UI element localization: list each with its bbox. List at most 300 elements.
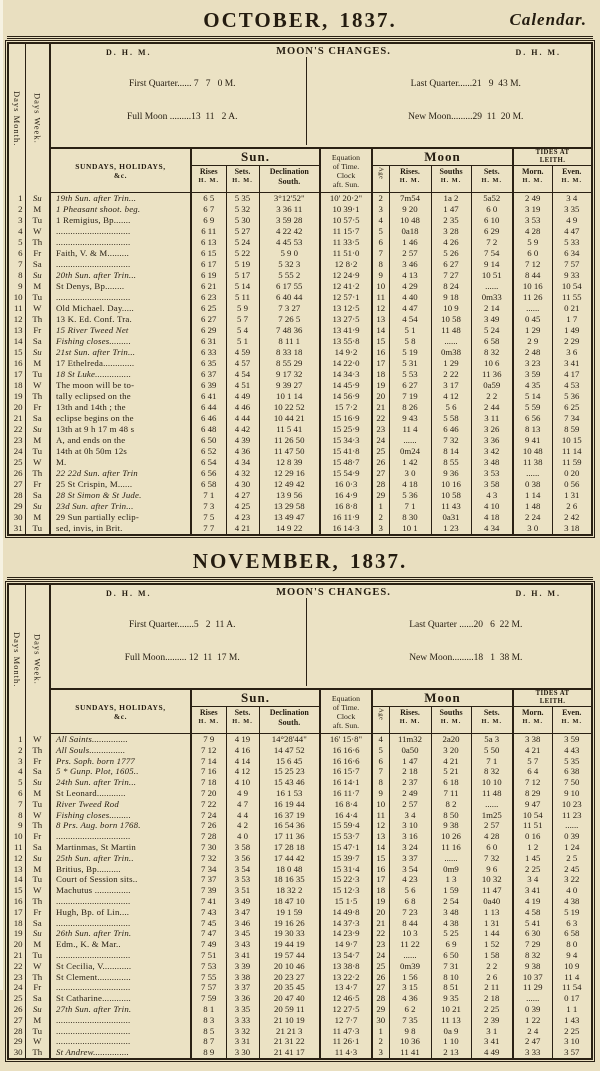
last-quarter-line: Last Quarter ......20 6 22 M. xyxy=(409,620,523,630)
moon-age-cell: 11 xyxy=(372,292,389,303)
tide-even-cell: 0 56 xyxy=(552,479,591,490)
declination-cell: 16 1 53 xyxy=(259,788,320,799)
moon-age-cell: 6 xyxy=(372,756,389,767)
moon-age-cell: 28 xyxy=(372,993,389,1004)
weekday-cell: W xyxy=(25,885,50,896)
declination-cell: 12 8 39 xyxy=(259,457,320,468)
holiday-cell: All Saints............... xyxy=(50,734,191,745)
sun-sets-cell: 4 2 xyxy=(226,820,259,831)
weekday-cell: Su xyxy=(25,853,50,864)
almanac-table-november xyxy=(9,585,591,1058)
tide-even-cell: 2 5 xyxy=(552,853,591,864)
sun-rises-cell: 6 11 xyxy=(191,226,226,237)
sun-sets-cell: 3 53 xyxy=(226,874,259,885)
tide-morn-cell: 3 23 xyxy=(513,358,552,369)
sun-sets-subheader: Sets. H. M. xyxy=(226,166,259,193)
equation-cell: 14 23·9 xyxy=(320,928,372,939)
declination-cell: 10 44 21 xyxy=(259,413,320,424)
tide-morn-cell: 6 56 xyxy=(513,413,552,424)
day-cell: 14 xyxy=(13,874,23,885)
tide-even-cell: 3 59 xyxy=(552,734,591,745)
moon-age-cell: 9 xyxy=(372,788,389,799)
holiday-cell: 23d Sun. after Trin... xyxy=(50,501,191,512)
tide-even-cell: 1 24 xyxy=(552,842,591,853)
moon-rises-cell: 3 4 xyxy=(389,810,431,821)
table-row xyxy=(9,734,591,745)
moon-changes-title: MOON'S CHANGES. xyxy=(276,46,391,57)
moon-souths-cell: 4 26 xyxy=(431,237,471,248)
moon-rises-cell: 9 43 xyxy=(389,413,431,424)
table-row xyxy=(9,864,591,875)
table-row xyxy=(9,512,591,523)
weekday-cell: Th xyxy=(25,896,50,907)
moon-rises-cell: 2 49 xyxy=(389,788,431,799)
moon-age-cell: 21 xyxy=(372,402,389,413)
tide-morn-cell: 1 48 xyxy=(513,501,552,512)
sun-rises-cell: 6 35 xyxy=(191,358,226,369)
sun-rises-cell: 7 57 xyxy=(191,982,226,993)
equation-cell: 15 22·3 xyxy=(320,874,372,885)
day-cell: 29 xyxy=(13,1036,23,1047)
moon-rises-cell: 2 18 xyxy=(389,766,431,777)
moon-sets-cell: 1 31 xyxy=(471,918,513,929)
moon-age-cell: 17 xyxy=(372,874,389,885)
tide-morn-cell: 10 54 xyxy=(513,810,552,821)
moon-souths-cell: 3 20 xyxy=(431,745,471,756)
day-cell: 29 xyxy=(13,501,23,511)
day-cell: 11 xyxy=(14,841,23,852)
tide-morn-subheader: Morn. H. M. xyxy=(513,707,552,734)
sun-rises-cell: 7 24 xyxy=(191,810,226,821)
declination-cell: 3°12'52" xyxy=(259,193,320,205)
holiday-cell: 17 Ethelreda............. xyxy=(50,358,191,369)
equation-cell: 12 46·5 xyxy=(320,993,372,1004)
equation-cell: 14 34·3 xyxy=(320,369,372,380)
moon-sets-cell: 3 11 xyxy=(471,413,513,424)
moon-sets-cell: 3 42 xyxy=(471,446,513,457)
holiday-cell: ............................... xyxy=(50,1015,191,1026)
moon-changes-right xyxy=(309,598,588,686)
sun-rises-cell: 8 1 xyxy=(191,1004,226,1015)
moon-age-cell: 2 xyxy=(372,512,389,523)
moon-rises-cell: 3 0 xyxy=(389,468,431,479)
sun-rises-cell: 7 39 xyxy=(191,885,226,896)
moon-age-cell: 3 xyxy=(372,1047,389,1058)
moon-age-cell: 3 xyxy=(372,523,389,534)
table-row xyxy=(9,380,591,391)
equation-cell: 12 8·2 xyxy=(320,259,372,270)
moon-souths-cell: 10 16 xyxy=(431,479,471,490)
tide-even-cell: 4 43 xyxy=(552,745,591,756)
moon-sets-cell: 0a40 xyxy=(471,896,513,907)
declination-cell: 16 19 44 xyxy=(259,799,320,810)
moon-age-cell: 3 xyxy=(372,204,389,215)
weekday-cell: Fr xyxy=(25,248,50,259)
moon-souths-cell: 7 11 xyxy=(431,788,471,799)
declination-cell: 19 16 26 xyxy=(259,918,320,929)
moon-souths-cell: 8 14 xyxy=(431,446,471,457)
holiday-cell: 5 * Gunp. Plot, 1605.. xyxy=(50,766,191,777)
tide-even-cell: 5 36 xyxy=(552,391,591,402)
day-cell: 20 xyxy=(13,939,23,950)
moon-rises-cell: 3 15 xyxy=(389,982,431,993)
holiday-cell: Fishing closes......... xyxy=(50,336,191,347)
table-row xyxy=(9,446,591,457)
moon-sets-cell: 3 1 xyxy=(471,1026,513,1037)
moon-sets-cell: 4 3 xyxy=(471,490,513,501)
tide-even-cell: 0 17 xyxy=(552,993,591,1004)
moon-age-cell: 14 xyxy=(372,325,389,336)
moon-age-cell: 12 xyxy=(372,303,389,314)
sun-rises-cell: 7 45 xyxy=(191,918,226,929)
holiday-cell: ............................... xyxy=(50,918,191,929)
equation-cell: 13 12·5 xyxy=(320,303,372,314)
moon-age-cell: 19 xyxy=(372,380,389,391)
sun-rises-cell: 7 49 xyxy=(191,939,226,950)
sun-sets-cell: 4 0 xyxy=(226,831,259,842)
weekday-cell: Sa xyxy=(25,336,50,347)
tide-morn-cell: 10 48 xyxy=(513,446,552,457)
sun-sets-cell: 5 24 xyxy=(226,237,259,248)
moon-age-cell: 22 xyxy=(372,413,389,424)
tide-morn-cell: 11 26 xyxy=(513,292,552,303)
declination-cell: 17 28 18 xyxy=(259,842,320,853)
tide-morn-cell: 2 25 xyxy=(513,864,552,875)
tide-morn-cell: 1 14 xyxy=(513,490,552,501)
moon-age-cell: 20 xyxy=(372,907,389,918)
moon-souths-cell: 0a 9 xyxy=(431,1026,471,1037)
holiday-cell: Fishing closes......... xyxy=(50,810,191,821)
moon-souths-cell: 5 26 xyxy=(431,248,471,259)
moon-rises-cell: 4 40 xyxy=(389,292,431,303)
tide-even-cell: 0 21 xyxy=(552,303,591,314)
moon-rises-cell: 5 6 xyxy=(389,885,431,896)
table-row xyxy=(9,756,591,767)
holiday-cell: St Cecilia, V............ xyxy=(50,961,191,972)
moon-age-cell: 7 xyxy=(372,766,389,777)
tide-even-cell: ...... xyxy=(552,820,591,831)
tide-even-cell: 0 20 xyxy=(552,468,591,479)
tide-morn-cell: 4 35 xyxy=(513,380,552,391)
tide-morn-cell: 11 29 xyxy=(513,982,552,993)
sun-sets-cell: 5 9 xyxy=(226,303,259,314)
table-row xyxy=(9,820,591,831)
moon-age-cell: 15 xyxy=(372,336,389,347)
moon-sets-cell: 8 32 xyxy=(471,766,513,777)
moon-rises-cell: 5 31 xyxy=(389,358,431,369)
tide-even-cell: 11 55 xyxy=(552,292,591,303)
moon-age-cell: 13 xyxy=(372,314,389,325)
moon-souths-subheader: Souths H. M. xyxy=(431,166,471,193)
declination-cell: 5 55 2 xyxy=(259,270,320,281)
moon-rises-cell: 5 36 xyxy=(389,490,431,501)
sun-rises-cell: 6 13 xyxy=(191,237,226,248)
equation-cell: 10 39·1 xyxy=(320,204,372,215)
days-week-header: Days Week. xyxy=(25,585,50,734)
sun-sets-cell: 4 39 xyxy=(226,435,259,446)
tide-morn-cell: 3 19 xyxy=(513,204,552,215)
declination-cell: 8 11 1 xyxy=(259,336,320,347)
sun-rises-cell: 8 5 xyxy=(191,1026,226,1037)
tide-morn-cell: 1 29 xyxy=(513,325,552,336)
equation-cell: 11 26·1 xyxy=(320,1036,372,1047)
days-month-header: Days Month. xyxy=(9,44,25,193)
sun-rises-cell: 7 26 xyxy=(191,820,226,831)
moon-age-cell: 8 xyxy=(372,259,389,270)
tide-even-cell: 6 25 xyxy=(552,402,591,413)
holiday-cell: 24th Sun. after Trin... xyxy=(50,777,191,788)
declination-cell: 20 35 45 xyxy=(259,982,320,993)
day-cell: 7 xyxy=(18,259,23,269)
page-title: OCTOBER, 1837. xyxy=(203,8,397,32)
equation-cell: 15 41·8 xyxy=(320,446,372,457)
moon-sets-cell: 2 25 xyxy=(471,1004,513,1015)
moon-souths-cell: 7 27 xyxy=(431,270,471,281)
moon-sets-cell: 3 48 xyxy=(471,457,513,468)
moon-sets-cell: 9 6 xyxy=(471,864,513,875)
moon-rises-cell: 0a18 xyxy=(389,226,431,237)
equation-cell: 15 25·9 xyxy=(320,424,372,435)
moon-souths-cell: 6 9 xyxy=(431,939,471,950)
day-cell: 9 xyxy=(18,281,23,291)
table-row xyxy=(9,842,591,853)
sun-rises-cell: 8 9 xyxy=(191,1047,226,1058)
tide-even-cell: 1 31 xyxy=(552,490,591,501)
moon-sets-cell: ...... xyxy=(471,281,513,292)
tide-even-cell: 11 59 xyxy=(552,457,591,468)
holiday-cell: St Denys, Bp........ xyxy=(50,281,191,292)
holiday-cell: Faith, V. & M......... xyxy=(50,248,191,259)
sun-rises-cell: 7 22 xyxy=(191,799,226,810)
dhm-label-left: D. H. M. xyxy=(106,589,152,598)
sun-rises-cell: 7 53 xyxy=(191,961,226,972)
table-row xyxy=(9,831,591,842)
table-row xyxy=(9,896,591,907)
moon-rises-cell: 2 37 xyxy=(389,777,431,788)
moon-age-cell: 9 xyxy=(372,270,389,281)
moon-age-cell: 1 xyxy=(372,1026,389,1037)
tide-even-cell: 6 3 xyxy=(552,918,591,929)
moon-rises-cell: 8 30 xyxy=(389,512,431,523)
tide-even-cell: 5 19 xyxy=(552,907,591,918)
declination-cell: 19 44 19 xyxy=(259,939,320,950)
weekday-cell: Tu xyxy=(25,446,50,457)
sun-sets-cell: 3 56 xyxy=(226,853,259,864)
moon-souths-cell: 1 3 xyxy=(431,874,471,885)
table-row xyxy=(9,777,591,788)
sun-sets-subheader: Sets. H. M. xyxy=(226,707,259,734)
moon-sets-cell: 7 2 xyxy=(471,237,513,248)
weekday-cell: Tu xyxy=(25,369,50,380)
moon-age-cell: 24 xyxy=(372,435,389,446)
declination-cell: 5 32 3 xyxy=(259,259,320,270)
weekday-cell: M xyxy=(25,939,50,950)
sun-rises-cell: 6 31 xyxy=(191,336,226,347)
tide-morn-cell: 1 22 xyxy=(513,1015,552,1026)
tide-morn-cell: 2 24 xyxy=(513,512,552,523)
moon-age-cell: 26 xyxy=(372,457,389,468)
table-row xyxy=(9,237,591,248)
table-row xyxy=(9,402,591,413)
table-row xyxy=(9,490,591,501)
table-row xyxy=(9,501,591,512)
moon-souths-cell: 1 59 xyxy=(431,885,471,896)
moon-sets-cell: 2 18 xyxy=(471,993,513,1004)
holiday-cell: ............................... xyxy=(50,1036,191,1047)
moon-age-cell: 13 xyxy=(372,831,389,842)
moon-rises-cell: 3 46 xyxy=(389,259,431,270)
declination-cell: 16 54 36 xyxy=(259,820,320,831)
moon-age-cell: 27 xyxy=(372,982,389,993)
declination-cell: 11 5 41 xyxy=(259,424,320,435)
declination-cell: 15 43 46 xyxy=(259,777,320,788)
moon-souths-cell: 11 43 xyxy=(431,501,471,512)
tide-morn-cell: 5 14 xyxy=(513,391,552,402)
sun-sets-cell: 5 11 xyxy=(226,292,259,303)
weekday-cell: Tu xyxy=(25,874,50,885)
tide-morn-cell: 5 41 xyxy=(513,918,552,929)
sun-rises-cell: 7 9 xyxy=(191,734,226,745)
tide-morn-cell: 3 33 xyxy=(513,1047,552,1058)
moon-rises-cell: 3 10 xyxy=(389,820,431,831)
day-cell: 12 xyxy=(13,314,23,324)
moon-souths-cell: 2 22 xyxy=(431,369,471,380)
moon-souths-cell: 0m38 xyxy=(431,347,471,358)
moon-souths-cell: 2 13 xyxy=(431,1047,471,1058)
day-cell: 20 xyxy=(13,402,23,412)
day-cell: 18 xyxy=(13,380,23,390)
table-row xyxy=(9,939,591,950)
sun-sets-cell: 4 59 xyxy=(226,347,259,358)
holiday-cell: ............................... xyxy=(50,982,191,993)
moon-souths-cell: 1 10 xyxy=(431,1036,471,1047)
declination-cell: 4 45 53 xyxy=(259,237,320,248)
day-cell: 19 xyxy=(13,391,23,401)
tide-morn-cell: 1 45 xyxy=(513,853,552,864)
moon-changes-body xyxy=(51,598,591,688)
sun-rises-cell: 7 34 xyxy=(191,864,226,875)
sun-rises-cell: 6 39 xyxy=(191,380,226,391)
holiday-cell: 14th at 0h 50m 12s xyxy=(50,446,191,457)
moon-souths-cell: 8 50 xyxy=(431,810,471,821)
tide-even-cell: 10 15 xyxy=(552,435,591,446)
table-row xyxy=(9,303,591,314)
moon-age-cell: 14 xyxy=(372,842,389,853)
moon-souths-cell: 4 21 xyxy=(431,756,471,767)
moon-rises-subheader: Rises. H. M. xyxy=(389,166,431,193)
dhm-label-right: D. H. M. xyxy=(515,589,562,598)
day-cell: 4 xyxy=(18,226,23,236)
moon-age-subheader: Age xyxy=(372,166,389,193)
tide-even-cell: 6 38 xyxy=(552,766,591,777)
equation-cell: 16 4·9 xyxy=(320,490,372,501)
sun-sets-cell: 5 1 xyxy=(226,336,259,347)
equation-cell: 15 39·7 xyxy=(320,853,372,864)
tide-even-cell: 1 49 xyxy=(552,325,591,336)
moon-sets-cell: 11 47 xyxy=(471,885,513,896)
moon-age-cell: 29 xyxy=(372,1004,389,1015)
moon-age-cell: 8 xyxy=(372,777,389,788)
moon-rises-cell: 3 24 xyxy=(389,842,431,853)
sun-rises-cell: 6 46 xyxy=(191,413,226,424)
holiday-cell: eclipse begins on the xyxy=(50,413,191,424)
moon-sets-cell: 5a 3 xyxy=(471,734,513,745)
table-row xyxy=(9,270,591,281)
moon-sets-cell: 2 14 xyxy=(471,303,513,314)
moon-souths-cell: 2 35 xyxy=(431,215,471,226)
tide-morn-cell: 9 38 xyxy=(513,961,552,972)
moon-rises-cell: 2 57 xyxy=(389,799,431,810)
moon-age-cell: 22 xyxy=(372,928,389,939)
declination-cell: 20 59 11 xyxy=(259,1004,320,1015)
weekday-cell: Su xyxy=(25,928,50,939)
weekday-cell: Sa xyxy=(25,490,50,501)
moon-changes-body xyxy=(51,57,591,147)
holiday-cell: St Catharine............ xyxy=(50,993,191,1004)
holiday-cell: 19th Sun. after Trin... xyxy=(50,193,191,205)
weekday-cell: Fr xyxy=(25,325,50,336)
day-cell: 11 xyxy=(14,303,23,313)
tide-even-cell: 2 29 xyxy=(552,336,591,347)
tide-even-cell: 6 58 xyxy=(552,928,591,939)
equation-cell: 15 47·1 xyxy=(320,842,372,853)
declination-cell: 13 49 47 xyxy=(259,512,320,523)
sun-sets-cell: 3 43 xyxy=(226,939,259,950)
day-cell: 22 xyxy=(13,960,23,971)
table-row xyxy=(9,961,591,972)
titlebar xyxy=(7,543,593,580)
moon-age-cell: 17 xyxy=(372,358,389,369)
sun-sets-cell: 3 54 xyxy=(226,864,259,875)
table-row xyxy=(9,766,591,777)
sun-rises-cell: 7 43 xyxy=(191,907,226,918)
sun-rises-cell: 7 14 xyxy=(191,756,226,767)
equation-cell: 16 0·3 xyxy=(320,479,372,490)
moon-rises-cell: 6 8 xyxy=(389,896,431,907)
titlebar xyxy=(7,6,593,39)
tide-even-cell: 2 45 xyxy=(552,864,591,875)
tide-morn-cell: 6 0 xyxy=(513,248,552,259)
tide-morn-cell: 2 4 xyxy=(513,1026,552,1037)
tide-even-cell: 8 59 xyxy=(552,424,591,435)
tide-even-subheader: Even. H. M. xyxy=(552,707,591,734)
tide-morn-cell: 3 59 xyxy=(513,369,552,380)
sun-rises-cell: 6 44 xyxy=(191,402,226,413)
tide-even-cell: 4 0 xyxy=(552,885,591,896)
equation-cell: 11 4·3 xyxy=(320,1047,372,1058)
moon-souths-cell: 1a 2 xyxy=(431,193,471,205)
day-cell: 3 xyxy=(18,755,23,766)
holiday-cell: 28 St Simon & St Jude. xyxy=(50,490,191,501)
first-quarter-line: First Quarter.......5 2 11 A. xyxy=(129,620,236,630)
sun-rises-cell: 6 7 xyxy=(191,204,226,215)
day-cell: 6 xyxy=(18,248,23,258)
moon-sets-cell: 6 58 xyxy=(471,336,513,347)
moon-sets-cell: 10 6 xyxy=(471,358,513,369)
tide-morn-cell: 5 9 xyxy=(513,237,552,248)
sun-sets-cell: 3 45 xyxy=(226,928,259,939)
sun-sets-cell: 4 14 xyxy=(226,756,259,767)
sun-rises-cell: 6 52 xyxy=(191,446,226,457)
moon-age-cell: 5 xyxy=(372,745,389,756)
sun-rises-cell: 6 48 xyxy=(191,424,226,435)
moon-rises-cell: 4 36 xyxy=(389,993,431,1004)
moon-sets-subheader: Sets. H. M. xyxy=(471,166,513,193)
moon-sets-cell: 9 14 xyxy=(471,259,513,270)
holiday-cell: 15 River Tweed Net xyxy=(50,325,191,336)
holiday-cell: Court of Session sits.. xyxy=(50,874,191,885)
declination-cell: 16 37 19 xyxy=(259,810,320,821)
